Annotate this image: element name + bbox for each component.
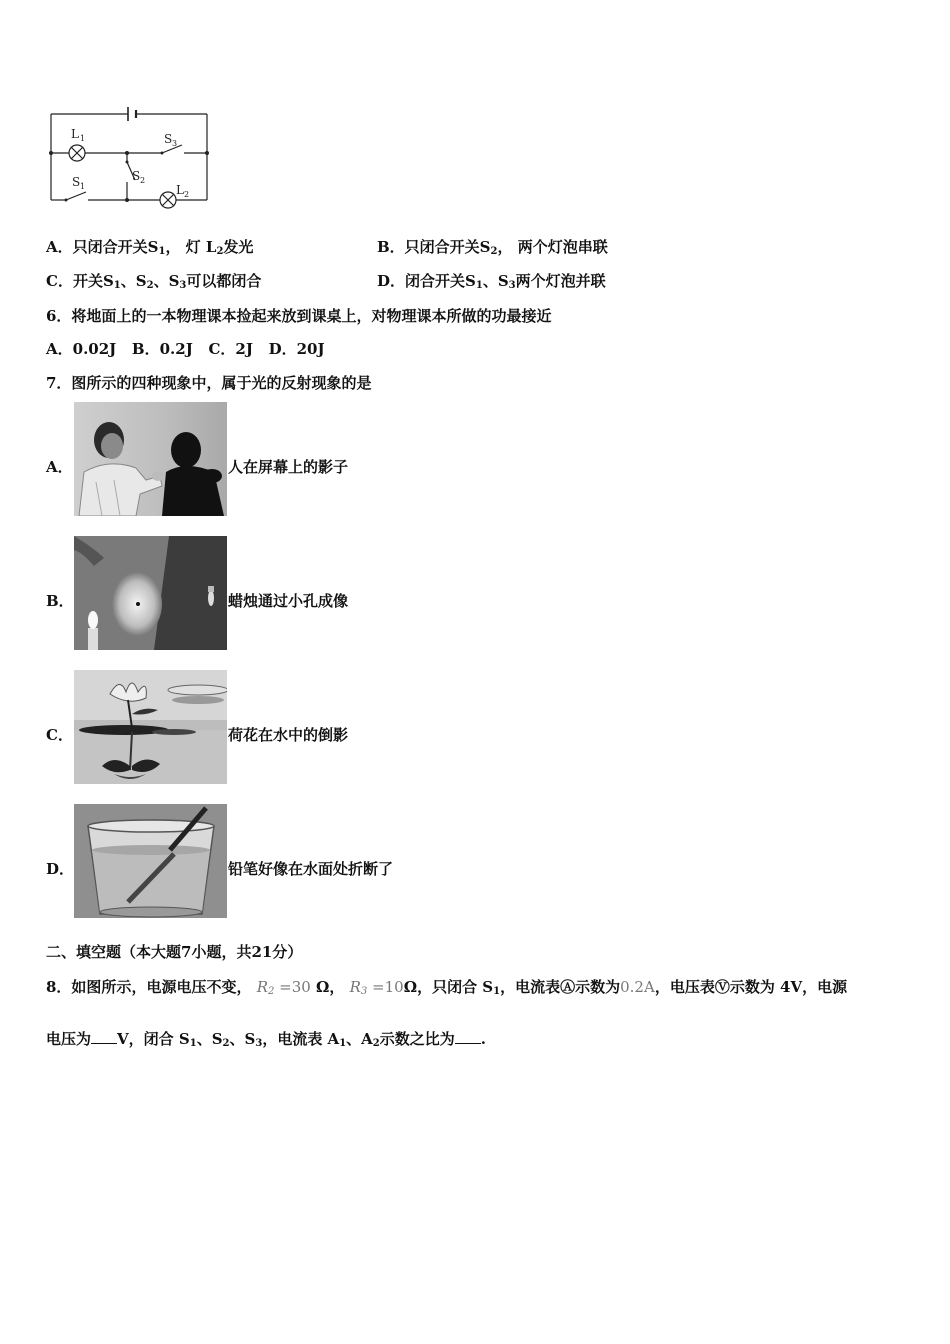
label-s2: S <box>132 169 141 183</box>
r2-symbol: R <box>256 978 268 996</box>
q8-l2-s2: 2 <box>222 1038 230 1049</box>
label-s1-sub: 1 <box>80 182 86 191</box>
q5-d-sep1: 、S <box>482 272 509 290</box>
q5-b-prefix: B．只闭合开关S <box>377 238 491 256</box>
r2-value: =30 <box>274 978 311 996</box>
r2-formula <box>257 978 311 996</box>
section-2-title: 二、填空题（本大题7小题，共21分） <box>46 943 303 961</box>
circuit-diagram <box>44 100 214 210</box>
q5-c-prefix: C．开关S <box>46 272 114 290</box>
r2-sub: 2 <box>267 986 275 997</box>
r3-symbol: R <box>349 978 361 996</box>
q8-text-3: ，电流表Ⓐ示数为 <box>500 978 621 996</box>
label-l1-sub: 1 <box>80 134 86 143</box>
q5-c-suffix: 可以都闭合 <box>186 272 262 290</box>
q8-l2-sep1: 、S <box>196 1030 223 1048</box>
q5-option-b[interactable] <box>377 236 608 257</box>
q8-l2-text-1: 电压为 <box>46 1030 92 1048</box>
q5-option-d[interactable] <box>377 270 606 291</box>
q8-text-2: Ω，只闭合 S <box>403 978 494 996</box>
label-l1: L <box>71 127 79 141</box>
lotus-photo <box>74 670 227 784</box>
q8-line-1 <box>46 972 847 1002</box>
q8-l2-s1: 1 <box>189 1038 197 1049</box>
q5-c-sub3: 3 <box>179 280 187 291</box>
q8-l2-a2: 2 <box>372 1038 380 1049</box>
q7-stem: 7．图所示的四种现象中，属于光的反射现象的是 <box>46 374 372 392</box>
q5-c-sub2: 2 <box>146 280 154 291</box>
q5-c-sep2: 、S <box>153 272 180 290</box>
q8-l2-a1: 1 <box>339 1038 347 1049</box>
q7-d-caption: 铅笔好像在水面处折断了 <box>228 860 394 878</box>
q5-a-mid: ， 灯 L <box>165 238 217 256</box>
q5-b-suffix: ， 两个灯泡串联 <box>497 238 608 256</box>
q8-l2-sep2: 、S <box>229 1030 256 1048</box>
r3-sub: 3 <box>360 986 368 997</box>
q8-l2-text-3: ，电流表 A <box>262 1030 340 1048</box>
answer-blank-ratio[interactable] <box>455 1031 481 1044</box>
label-s3-sub: 3 <box>172 139 178 148</box>
label-l2: L <box>176 183 184 197</box>
q5-d-prefix: D．闭合开关S <box>377 272 476 290</box>
q8-l2-text-4: 示数之比为 <box>379 1030 455 1048</box>
r3-value: =10 <box>367 978 404 996</box>
q8-text-1: 8．如图所示，电源电压不变， <box>46 978 252 996</box>
q8-l2-sep3: 、A <box>346 1030 373 1048</box>
q5-c-sub1: 1 <box>113 280 121 291</box>
shadow-photo <box>74 402 227 516</box>
q7-c-label[interactable]: C． <box>46 726 73 744</box>
label-s1: S <box>72 175 81 189</box>
q5-a-suffix: 发光 <box>223 238 254 256</box>
q8-line-2 <box>46 1028 486 1049</box>
pencil-photo <box>74 804 227 918</box>
q5-a-sub1: 1 <box>158 246 166 257</box>
q7-c-caption: 荷花在水中的倒影 <box>228 726 349 744</box>
label-l2-sub: 2 <box>184 190 190 199</box>
q8-l2-end: . <box>480 1030 487 1048</box>
q7-d-label[interactable]: D． <box>46 860 75 878</box>
q5-d-sub1: 1 <box>475 280 483 291</box>
q6-options[interactable]: A．0.02J B．0.2J C．2J D．20J <box>46 340 325 358</box>
q8-s1-sub: 1 <box>493 986 501 997</box>
q5-option-c[interactable] <box>46 270 261 291</box>
current-value: 0.2A <box>620 978 655 996</box>
q7-a-caption: 人在屏幕上的影子 <box>228 458 349 476</box>
q8-text-4: ，电压表Ⓥ示数为 4V，电源 <box>654 978 848 996</box>
q5-d-suffix: 两个灯泡并联 <box>515 272 606 290</box>
q5-a-prefix: A．只闭合开关S <box>46 238 159 256</box>
q5-c-sep1: 、S <box>120 272 147 290</box>
q7-b-caption: 蜡烛通过小孔成像 <box>228 592 349 610</box>
answer-blank-voltage[interactable] <box>91 1031 117 1044</box>
q8-ohm-1: Ω， <box>310 978 345 996</box>
q8-l2-s3: 3 <box>255 1038 263 1049</box>
q7-b-label[interactable]: B． <box>46 592 74 610</box>
q8-l2-text-2: V，闭合 S <box>117 1030 190 1048</box>
q5-a-sub2: 2 <box>216 246 224 257</box>
q7-a-label[interactable]: A． <box>46 458 73 476</box>
q6-stem: 6．将地面上的一本物理课本捡起来放到课桌上，对物理课本所做的功最接近 <box>46 307 552 325</box>
r3-formula <box>350 978 404 996</box>
label-s2-sub: 2 <box>140 176 146 185</box>
q5-d-sub2: 3 <box>508 280 516 291</box>
pinhole-photo <box>74 536 227 650</box>
label-s3: S <box>164 132 173 146</box>
q5-option-a[interactable] <box>46 236 253 257</box>
q5-b-sub1: 2 <box>490 246 498 257</box>
